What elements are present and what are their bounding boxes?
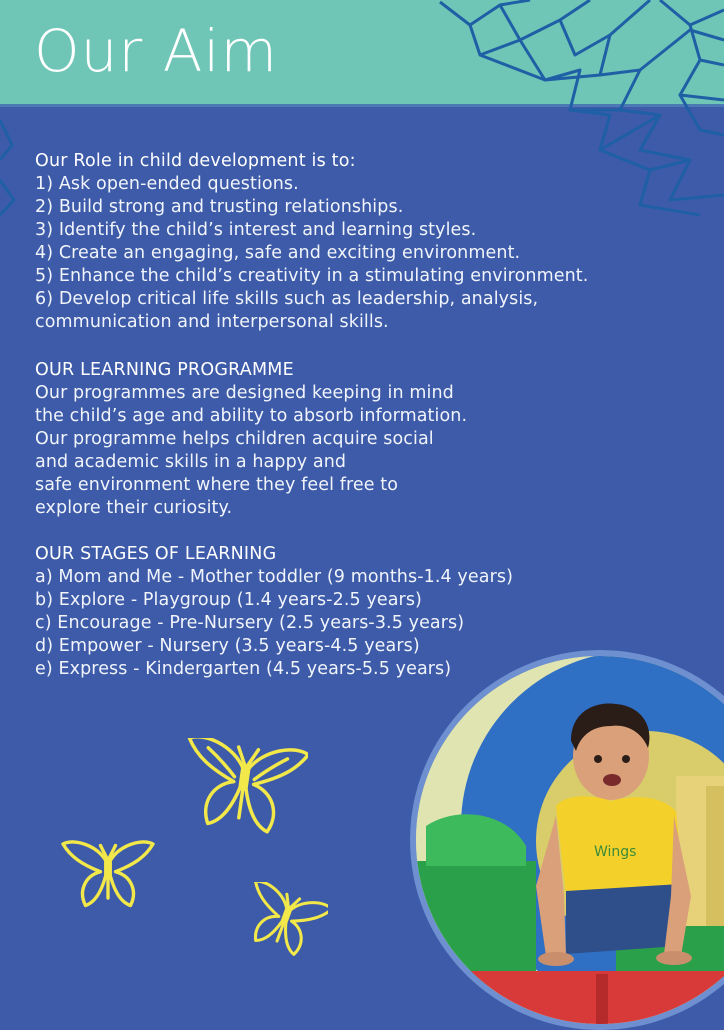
butterfly-icon <box>178 738 308 838</box>
role-item: 2) Build strong and trusting relationships. <box>35 197 404 217</box>
stage-item: c) Encourage - Pre-Nursery (2.5 years-3.5 years) <box>35 613 465 633</box>
role-heading: Our Role in child development is to: <box>35 151 356 171</box>
role-item: 4) Create an engaging, safe and exciting environment. <box>35 243 521 263</box>
programme-heading: OUR LEARNING PROGRAMME <box>35 360 294 380</box>
role-section <box>35 150 588 334</box>
shirt-logo-text: Wings <box>594 844 637 860</box>
role-item: communication and interpersonal skills. <box>35 312 389 332</box>
programme-line: Our programme helps children acquire social <box>35 429 434 449</box>
role-item: 1) Ask open-ended questions. <box>35 174 299 194</box>
role-item: 6) Develop critical life skills such as leadership, analysis, <box>35 289 539 309</box>
programme-line: Our programmes are designed keeping in mind <box>35 383 454 403</box>
stage-item: b) Explore - Playgroup (1.4 years-2.5 years) <box>35 590 422 610</box>
butterfly-icon <box>58 838 158 913</box>
role-item: 5) Enhance the child’s creativity in a stimulating environment. <box>35 266 589 286</box>
stage-item: e) Express - Kindergarten (4.5 years-5.5 years) <box>35 659 452 679</box>
programme-line: safe environment where they feel free to <box>35 475 399 495</box>
stage-item: d) Empower - Nursery (3.5 years-4.5 years) <box>35 636 420 656</box>
role-item: 3) Identify the child’s interest and learning styles. <box>35 220 477 240</box>
stages-section <box>35 543 513 681</box>
butterfly-icon <box>240 882 328 962</box>
programme-line: and academic skills in a happy and <box>35 452 347 472</box>
child-photo-frame <box>410 650 724 1030</box>
programme-line: explore their curiosity. <box>35 498 233 518</box>
child-photo-illustration <box>416 656 724 1024</box>
programme-line: the child’s age and ability to absorb information. <box>35 406 468 426</box>
programme-section <box>35 359 467 520</box>
child-photo <box>416 656 724 1024</box>
stage-item: a) Mom and Me - Mother toddler (9 months-1.4 years) <box>35 567 514 587</box>
stages-heading: OUR STAGES OF LEARNING <box>35 544 277 564</box>
page-title: Our Aim <box>34 17 278 85</box>
